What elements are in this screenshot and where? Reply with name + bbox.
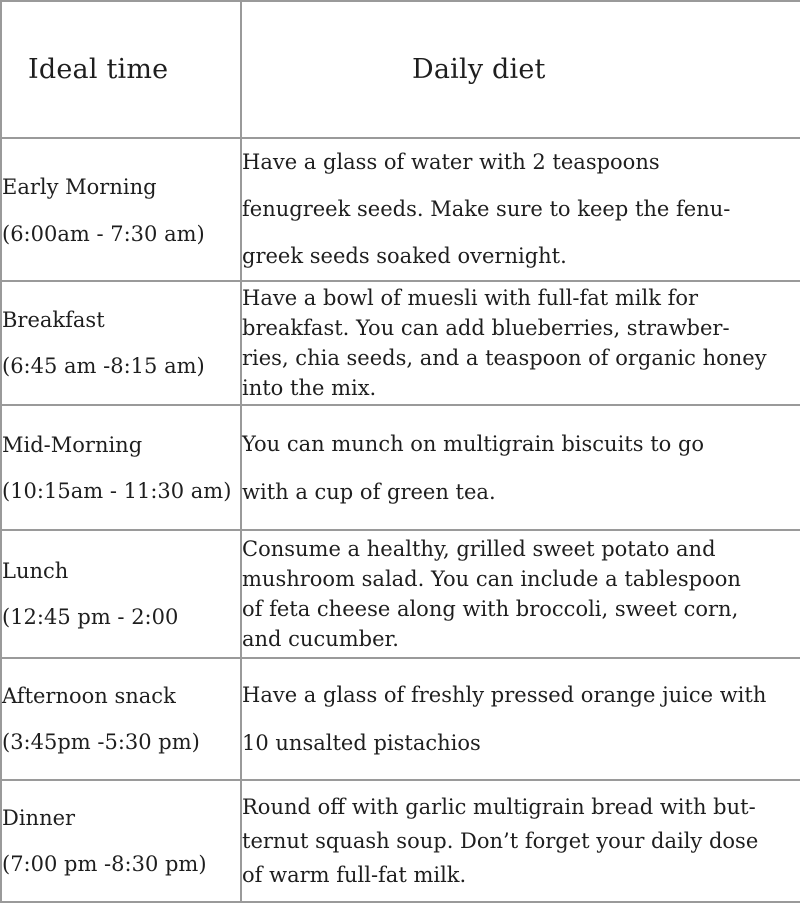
diet-text-line: 10 unsalted pistachios [242, 731, 481, 755]
diet-text-line: mushroom salad. You can include a tablespoon [242, 567, 741, 591]
diet-text-line: Have a glass of water with 2 teaspoons [242, 150, 660, 174]
meal-time-range: (10:15am - 11:30 am) [2, 478, 232, 503]
table-row [1, 138, 800, 281]
diet-text-line: Have a glass of freshly pressed orange juice with [242, 683, 767, 707]
meal-time-range: (3:45pm -5:30 pm) [2, 730, 200, 754]
diet-text-line: Consume a healthy, grilled sweet potato and [242, 537, 716, 561]
diet-description-cell [241, 530, 800, 658]
table-header-row [1, 1, 800, 138]
diet-text-line: of warm full-fat milk. [242, 863, 467, 887]
time-cell [1, 138, 241, 281]
meal-time-range: (6:45 am -8:15 am) [2, 354, 205, 378]
diet-description-cell [241, 658, 800, 780]
diet-text-line: with a cup of green tea. [242, 479, 496, 504]
time-cell [1, 281, 241, 405]
diet-text-line: You can munch on multigrain biscuits to go [242, 431, 705, 456]
table-row [1, 530, 800, 658]
diet-text-line: ries, chia seeds, and a teaspoon of organic honey [242, 346, 767, 370]
header-ideal-time: Ideal time [1, 1, 241, 138]
diet-text-line: Have a bowl of muesli with full-fat milk for [242, 286, 699, 310]
table-row [1, 658, 800, 780]
meal-name: Afternoon snack [2, 684, 176, 708]
table-row [1, 405, 800, 530]
diet-description-cell [241, 405, 800, 530]
table-row [1, 780, 800, 902]
diet-description-cell [241, 780, 800, 902]
meal-name: Early Morning [2, 174, 157, 199]
header-daily-diet: Daily diet [241, 1, 800, 138]
diet-text-line: into the mix. [242, 376, 377, 400]
meal-time-range: (7:00 pm -8:30 pm) [2, 852, 207, 876]
meal-name: Mid-Morning [2, 432, 143, 457]
diet-description-cell [241, 138, 800, 281]
time-cell [1, 530, 241, 658]
table-row [1, 281, 800, 405]
meal-name: Lunch [2, 559, 69, 583]
diet-text-line: ternut squash soup. Don’t forget your daily dose [242, 829, 759, 853]
meal-time-range: (6:00am - 7:30 am) [2, 221, 205, 246]
time-cell [1, 780, 241, 902]
diet-text-line: and cucumber. [242, 627, 399, 651]
diet-description-cell [241, 281, 800, 405]
diet-text-line: greek seeds soaked overnight. [242, 244, 567, 268]
time-cell [1, 658, 241, 780]
meal-name: Dinner [2, 806, 76, 830]
diet-text-line: of feta cheese along with broccoli, sweet corn, [242, 597, 739, 621]
meal-time-range: (12:45 pm - 2:00 [2, 605, 179, 629]
diet-text-line: Round off with garlic multigrain bread with but- [242, 795, 756, 819]
diet-text-line: fenugreek seeds. Make sure to keep the fenu- [242, 197, 731, 221]
diet-text-line: breakfast. You can add blueberries, strawber- [242, 316, 730, 340]
meal-name: Breakfast [2, 308, 105, 332]
time-cell [1, 405, 241, 530]
